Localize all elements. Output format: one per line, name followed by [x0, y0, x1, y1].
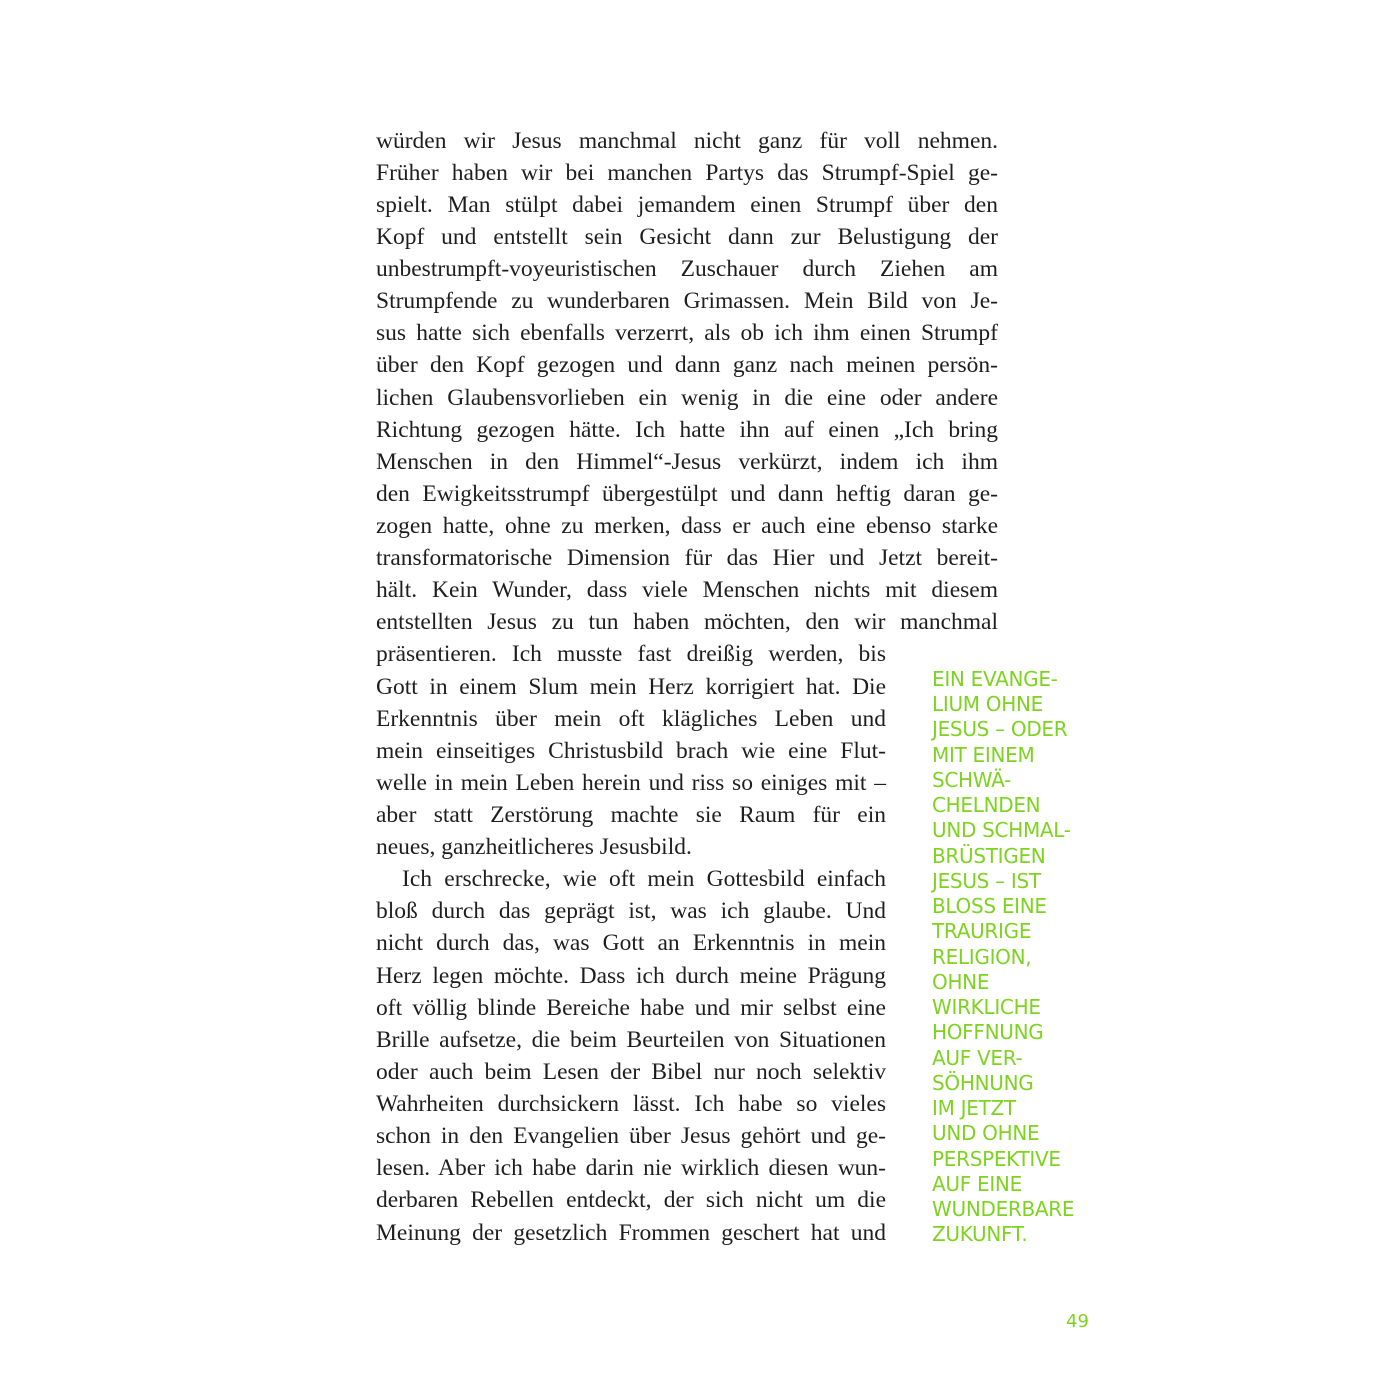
body-line: lesen. Aber ich habe darin nie wirklich diesen wun-: [376, 1155, 886, 1181]
body-line: würden wir Jesus manchmal nicht ganz für voll nehmen.: [376, 128, 998, 154]
body-line: oft völlig blinde Bereiche habe und mir selbst eine: [376, 995, 886, 1021]
body-line: lichen Glaubensvorlieben ein wenig in die eine oder andere: [376, 385, 998, 411]
body-line: transformatorische Dimension für das Hier und Jetzt bereit-: [376, 545, 998, 571]
pull-quote-line: BRÜSTIGEN: [932, 844, 1046, 868]
pull-quote-line: TRAURIGE: [932, 919, 1032, 943]
body-line: über den Kopf gezogen und dann ganz nach meinen persön-: [376, 352, 998, 378]
pull-quote-line: LIUM OHNE: [932, 692, 1043, 716]
pull-quote-line: WUNDERBARE: [932, 1197, 1075, 1221]
body-line: Wahrheiten durchsickern lässt. Ich habe so vieles: [376, 1091, 886, 1117]
body-line: Brille aufsetze, die beim Beurteilen von Situationen: [376, 1027, 886, 1053]
pull-quote-line: MIT EINEM: [932, 743, 1035, 767]
pull-quote-line: JESUS – IST: [932, 869, 1041, 893]
pull-quote-line: IM JETZT: [932, 1096, 1016, 1120]
body-line: neues, ganzheitlicheres Jesusbild.: [376, 834, 692, 860]
pull-quote-line: RELIGION,: [932, 945, 1032, 969]
body-line: aber statt Zerstörung machte sie Raum für ein: [376, 802, 886, 828]
body-line: Erkenntnis über mein oft klägliches Leben und: [376, 706, 886, 732]
body-line: nicht durch das, was Gott an Erkenntnis in mein: [376, 930, 886, 956]
body-line: hält. Kein Wunder, dass viele Menschen nichts mit diesem: [376, 577, 998, 603]
body-line: den Ewigkeitsstrumpf übergestülpt und dann heftig daran ge-: [376, 481, 998, 507]
body-line: präsentieren. Ich musste fast dreißig werden, bis: [376, 641, 886, 667]
pull-quote-line: PERSPEKTIVE: [932, 1147, 1061, 1171]
body-line: Meinung der gesetzlich Frommen geschert hat und: [376, 1220, 886, 1246]
body-line: Strumpfende zu wunderbaren Grimassen. Mein Bild von Je-: [376, 288, 998, 314]
body-line: entstellten Jesus zu tun haben möchten, den wir manchmal: [376, 609, 998, 635]
body-line: Menschen in den Himmel“-Jesus verkürzt, indem ich ihm: [376, 449, 998, 475]
body-line: Ich erschrecke, wie oft mein Gottesbild einfach: [402, 866, 886, 892]
pull-quote-line: BLOSS EINE: [932, 894, 1047, 918]
body-line: Kopf und entstellt sein Gesicht dann zur Belustigung der: [376, 224, 998, 250]
pull-quote-line: OHNE: [932, 970, 990, 994]
body-line: Früher haben wir bei manchen Partys das Strumpf-Spiel ge-: [376, 160, 998, 186]
pull-quote-line: SÖHNUNG: [932, 1071, 1034, 1095]
body-line: Richtung gezogen hätte. Ich hatte ihn auf einen „Ich bring: [376, 417, 998, 443]
pull-quote-line: AUF VER-: [932, 1046, 1023, 1070]
body-line: mein einseitiges Christusbild brach wie eine Flut-: [376, 738, 886, 764]
pull-quote-line: UND OHNE: [932, 1121, 1040, 1145]
body-line: unbestrumpft-voyeuristischen Zuschauer durch Ziehen am: [376, 256, 998, 282]
pull-quote-line: HOFFNUNG: [932, 1020, 1044, 1044]
body-line: schon in den Evangelien über Jesus gehört und ge-: [376, 1123, 886, 1149]
page-number: 49: [1066, 1311, 1089, 1332]
body-line: derbaren Rebellen entdeckt, der sich nicht um die: [376, 1187, 886, 1213]
pull-quote-line: AUF EINE: [932, 1172, 1022, 1196]
pull-quote-line: JESUS – ODER: [932, 717, 1068, 741]
pull-quote-line: ZUKUNFT.: [932, 1222, 1028, 1246]
pull-quote-line: CHELNDEN: [932, 793, 1041, 817]
body-line: Herz legen möchte. Dass ich durch meine Prägung: [376, 963, 886, 989]
pull-quote-line: EIN EVANGE-: [932, 667, 1058, 691]
body-line: Gott in einem Slum mein Herz korrigiert hat. Die: [376, 674, 886, 700]
body-line: spielt. Man stülpt dabei jemandem einen Strumpf über den: [376, 192, 998, 218]
body-line: oder auch beim Lesen der Bibel nur noch selektiv: [376, 1059, 886, 1085]
body-line: zogen hatte, ohne zu merken, dass er auch eine ebenso starke: [376, 513, 998, 539]
pull-quote-line: UND SCHMAL-: [932, 818, 1071, 842]
body-line: welle in mein Leben herein und riss so einiges mit –: [376, 770, 886, 796]
pull-quote-line: SCHWÄ-: [932, 768, 1012, 792]
body-line: sus hatte sich ebenfalls verzerrt, als ob ich ihm einen Strumpf: [376, 320, 998, 346]
body-line: bloß durch das geprägt ist, was ich glaube. Und: [376, 898, 886, 924]
pull-quote-line: WIRKLICHE: [932, 995, 1041, 1019]
